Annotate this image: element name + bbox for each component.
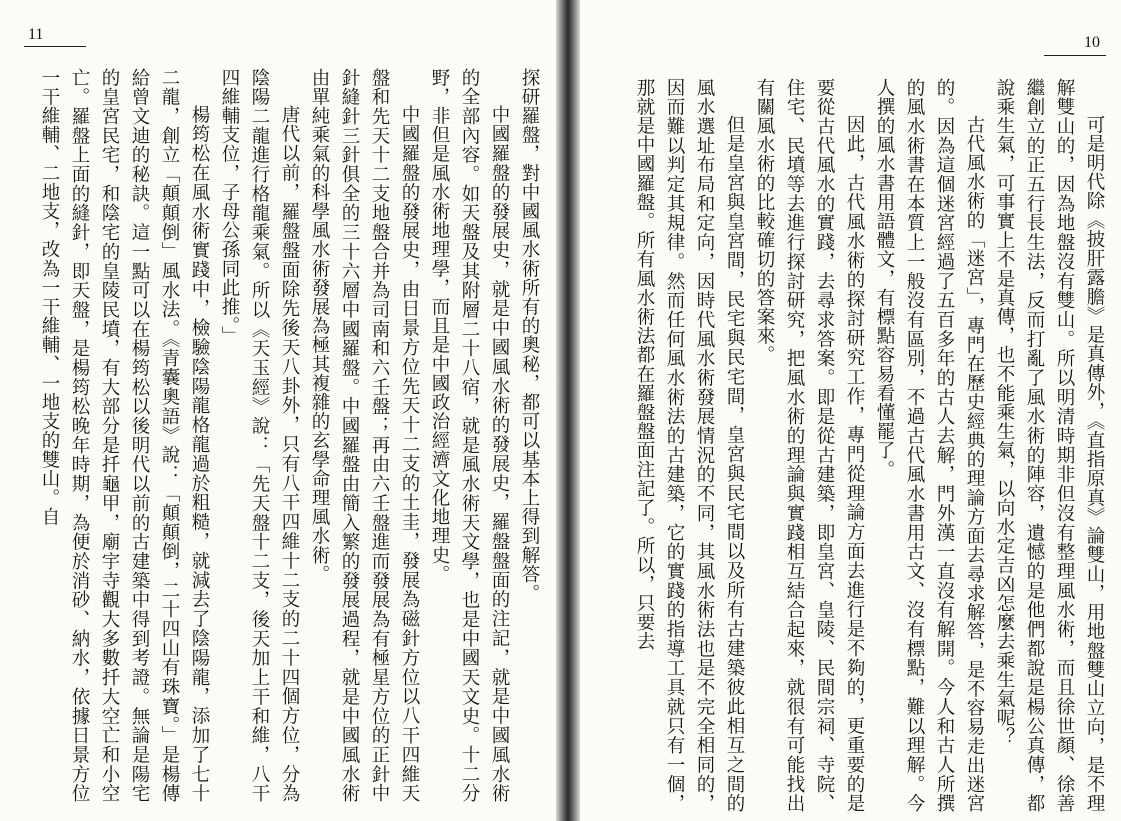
left-paragraph-3: 中國羅盤的發展史，由日景方位先天十二支的土圭，發展為磁針方位以八干四維天盤和先天十二支地盤合并為司南和六壬盤；再由六壬盤進而發展為有極星方位的正針中針縫針三針俱全的三十六層中國羅盤。中國羅盤由簡入繁的發展過程，就是中國風水術由單純乘氣的科學風水術發展為極其複雜的玄學命理風水術。 (309, 68, 420, 803)
right-page-body (619, 78, 1109, 813)
right-paragraph-1: 可是明代除《披肝露膽》是真傳外，《直指原真》論雙山，用地盤雙山立向，是不理解雙山的，因為地盤沒有雙山。所以明清時期非但沒有整理風水術，而且徐世顏、徐善繼創立的正五行長生法，反而打亂了風水術的陣容，遺憾的是他們都說是楊公真傳，都說乘生氣，可事實上不是真傳，也不能乘生氣，以向水定吉凶怎麼去乘生氣呢？ (994, 78, 1105, 813)
left-paragraph-5: 楊筠松在風水術實踐中，檢驗陰陽龍格龍過於粗糙，就減去了陰陽龍，添加了七十二龍，創立「顛顛倒」風水法。《青囊奧語》說：「顛顛倒，二十四山有珠寶。」是楊傳給曾文迪的秘訣。這一點可以在楊筠松以後明代以前的古建築中得到考證。無論是陽宅的皇宮民宅，和陰宅的皇陵民墳，有大部分是扦龜甲，廟宇寺觀大多數扦大空亡和小空亡。羅盤上面的縫針，即天盤，是楊筠松晚年時期，為便於消砂、納水，依據日景方位一干維輔、二地支，改為一干維輔、一地支的雙山。自 (39, 68, 210, 803)
right-paragraph-4: 但是皇宮與皇宮間，民宅與民宅間，皇宮與民宅間以及所有古建築彼此相互之間的風水選址布局和定向，因時代風水術發展情況的不同，其風水術法也是不完全相同的，因而難以判定其規律。然而任何風水術法的古建築，它的實踐的指導工具就只有一個，那就是中國羅盤。所有風水術法都在羅盤盤面注記了。所以，只要去 (634, 78, 745, 813)
left-paragraph-1: 探研羅盤，對中國風水術所有的奧秘，都可以基本上得到解答。 (519, 68, 540, 603)
book-gutter (556, 0, 580, 821)
right-page-number: 10 (1084, 34, 1100, 51)
left-page-number: 11 (28, 26, 44, 43)
right-page (580, 0, 1121, 821)
left-header-rule (24, 46, 86, 47)
right-paragraph-3: 因此，古代風水術的探討研究工作，專門從理論方面去進行是不夠的，更重要的是要從古代風水的實踐，去尋求答案。即是從古建築，即皇宮、皇陵、民間宗祠、寺院、住宅、民墳等去進行探討研究，把風水術的理論與實踐相互結合起來，就很有可能找出有關風水術的比較確切的答案來。 (754, 78, 865, 813)
right-paragraph-2: 古代風水術的「迷宮」，專門在歷史經典的理論方面去尋求解答，是不容易走出迷宮的。因為這個迷宮經過了五百多年的古人去解，門外漢一直沒有解開。今人和古人所撰的風水術書在本質上一般沒有區別，不過古代風水書用古文、沒有標點，難以理解。今人撰的風水書用語體文，有標點容易看懂罷了。 (874, 78, 985, 813)
right-header-rule (1044, 55, 1106, 56)
left-paragraph-2: 中國羅盤的發展史，就是中國風水術的發展史，羅盤盤面的注記，就是中國風水術的全部內容。如天盤及其附層二十八宿，就是風水術天文學，也是中國天文史。十二分野，非但是風水術地理學，而且是中國政治經濟文化地理史。 (429, 68, 510, 803)
left-page (0, 0, 556, 821)
left-page-body (16, 68, 544, 803)
left-paragraph-4: 唐代以前，羅盤盤面除先後天八卦外，只有八干四維十二支的二十四個方位，分為陰陽二龍進行格龍乘氣。所以《天玉經》說：「先天盤十二支，後天加上干和維，八干四維輔支位，子母公孫同此推。」 (219, 68, 300, 803)
